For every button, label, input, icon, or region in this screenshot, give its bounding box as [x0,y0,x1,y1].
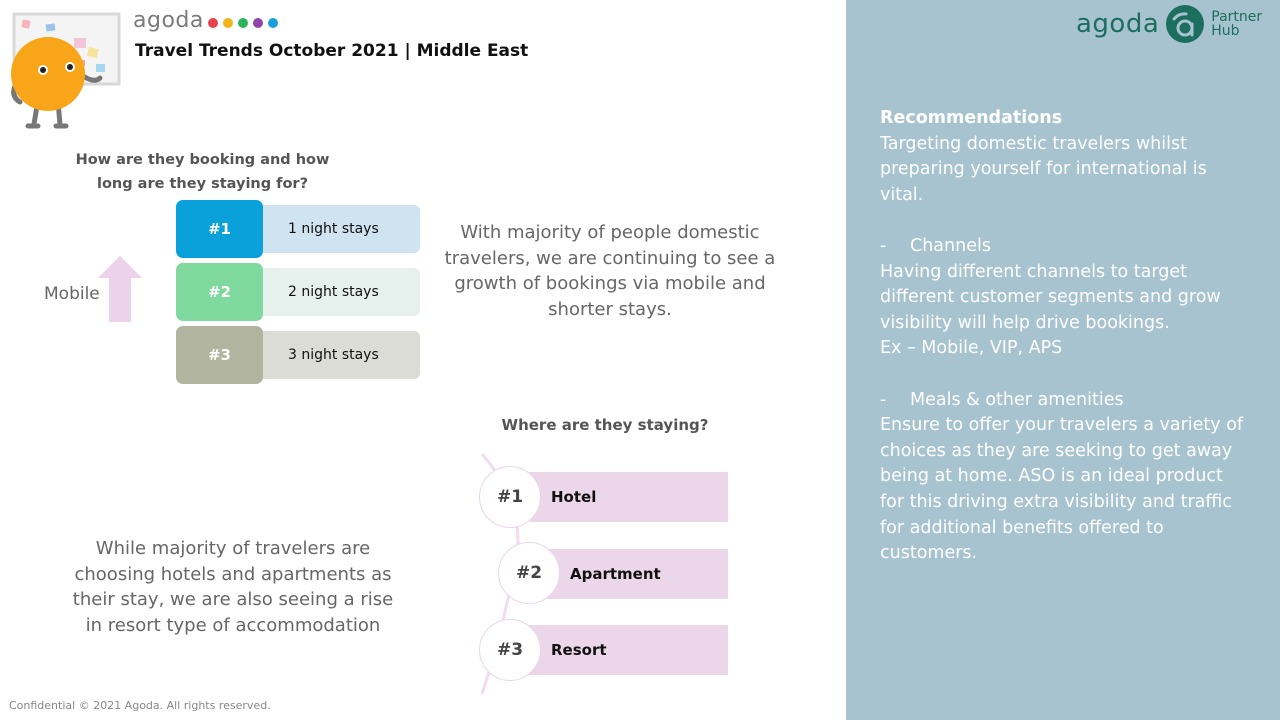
brand-dot [268,18,278,28]
booking-question [60,148,345,196]
meals-heading [880,388,1250,414]
brand-dot [223,18,233,28]
rank-label: 3 night stays [256,331,420,379]
meals-title: Meals & other amenities [910,389,1124,410]
partner-wordmark: agoda [1076,9,1160,39]
channels-title: Channels [910,235,991,256]
recommendations-intro: Targeting domestic travelers whilst preparing yourself for international is vital. [880,133,1207,205]
bullet-dash: - [880,235,887,256]
partner-hub-icon [1165,4,1205,44]
agoda-logo [133,8,278,33]
rank-badge: #1 [176,200,263,258]
brand-dot [208,18,218,28]
channels-example: Ex – Mobile, VIP, APS [880,338,1063,359]
booking-question-line1: How are they booking and how [75,152,330,168]
deck-title: Travel Trends October 2021 | Middle East [135,41,529,61]
rank-badge: #3 [176,326,263,384]
mascot-illustration [8,12,123,130]
up-arrow-icon [98,256,142,322]
staying-commentary: While majority of travelers are choosing hotels and apartments as their stay, we are also seeing a rise in resort type of accommodation [72,538,394,636]
stay-rank-badge: #2 [498,542,560,604]
brand-dot [253,18,263,28]
rank-label: 2 night stays [256,268,420,316]
rank-label: 1 night stays [256,205,420,253]
booking-rank-2 [176,263,420,321]
booking-rank-3 [176,326,420,384]
partner-text-line1: Partner [1211,9,1263,25]
stay-rank-badge: #1 [479,466,541,528]
stay-bar-resort: Resort [520,625,728,675]
stay-rank-badge: #3 [479,619,541,681]
stay-bar-apartment: Apartment [540,549,728,599]
brand-dots [208,18,278,28]
channels-body: Having different channels to target different customer segments and grow visibility will help drive bookings. [880,261,1221,333]
channels-heading [880,234,1250,260]
mobile-label: Mobile [44,284,100,304]
partner-text-line2: Hub [1211,23,1240,39]
recommendations-heading: Recommendations [880,108,1063,128]
footer-copyright: Confidential © 2021 Agoda. All rights reserved. [9,699,271,712]
agoda-partner-hub-logo [1076,3,1276,45]
booking-commentary: With majority of people domestic travelers, we are continuing to see a growth of bookings via mobile and shorter stays. [444,222,776,320]
agoda-wordmark: agoda [133,8,204,33]
booking-rank-1 [176,200,420,258]
recommendations [880,106,1250,567]
booking-question-line2: long are they staying for? [97,176,308,192]
meals-body: Ensure to offer your travelers a variety of choices as they are seeking to get away being at home. ASO is an ideal product for this driving extra visibility and traffic for additional benefits offered to customers. [880,415,1244,564]
bullet-dash: - [880,389,887,410]
partner-hub-text [1211,10,1262,38]
stay-bar-hotel: Hotel [520,472,728,522]
brand-dot [238,18,248,28]
staying-question: Where are they staying? [501,416,709,434]
rank-badge: #2 [176,263,263,321]
